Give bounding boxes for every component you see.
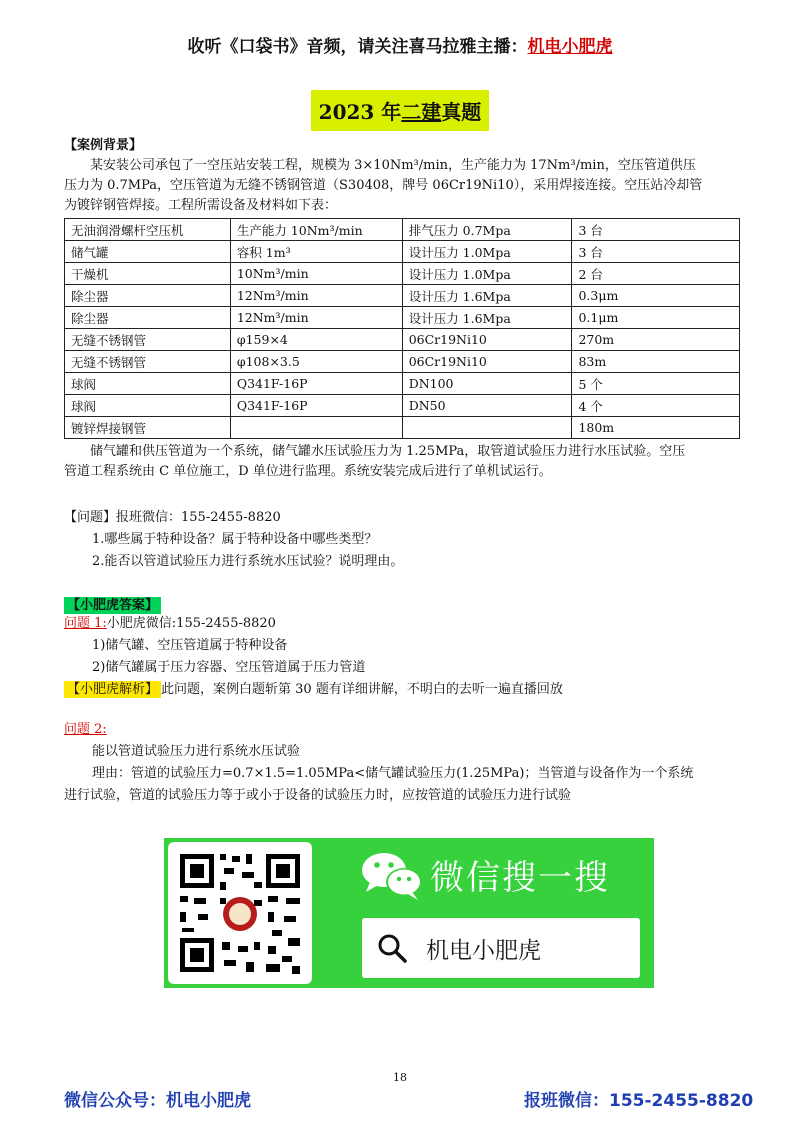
title-part3: 真题 — [441, 100, 482, 124]
title-part1: 2023 年 — [318, 100, 402, 124]
table-cell: 无油润滑螺杆空压机 — [65, 219, 231, 241]
table-cell: 2 台 — [572, 263, 740, 285]
question-1: 1.哪些属于特种设备？属于特种设备中哪些类型？ — [92, 532, 378, 547]
page-header — [0, 32, 800, 57]
wechat-logo-icon — [360, 850, 424, 902]
table-row — [65, 395, 740, 417]
case-label: 【案例背景】 — [64, 138, 143, 153]
after-line-2: 管道工程系统由 C 单位施工，D 单位进行监理。系统安装完成后进行了单机试运行。 — [64, 464, 552, 479]
table-row — [65, 307, 740, 329]
header-highlight[interactable]: 机电小肥虎 — [527, 37, 613, 57]
questions-label: 【问题】报班微信：155-2455-8820 — [64, 510, 281, 525]
analysis-line — [64, 680, 563, 700]
title-wrap — [0, 90, 800, 131]
analysis-text: 此问题，案例白题斩第 30 题有详细讲解，不明白的去听一遍直播回放 — [161, 682, 563, 697]
search-text: 机电小肥虎 — [426, 938, 541, 964]
case-line-2: 压力为 0.7MPa，空压管道为无缝不锈钢管道（S30408，牌号 06Cr19Ni10），采用焊接连接。空压站冷却管 — [64, 178, 703, 193]
table-row — [65, 285, 740, 307]
table-cell: 容积 1m³ — [230, 241, 402, 263]
answer-1-1: 1)储气罐、空压管道属于特种设备 — [92, 638, 288, 653]
after-line-1: 储气罐和供压管道为一个系统，储气罐水压试验压力为 1.25MPa，取管道试验压力进行水压试验。空压 — [90, 444, 686, 459]
table-cell: 180m — [572, 417, 740, 439]
footer-left: 微信公众号：机电小肥虎 — [64, 1091, 251, 1111]
table-cell: 12Nm³/min — [230, 307, 402, 329]
table-cell: 12Nm³/min — [230, 285, 402, 307]
table-cell: 排气压力 0.7Mpa — [402, 219, 572, 241]
table-cell: 设计压力 1.6Mpa — [402, 307, 572, 329]
table-cell: 设计压力 1.0Mpa — [402, 263, 572, 285]
table-cell: Q341F-16P — [230, 395, 402, 417]
answer-2-2: 理由：管道的试验压力=0.7×1.5=1.05MPa<储气罐试验压力(1.25MPa)；当管道与设备作为一个系统 — [92, 766, 694, 781]
case-background — [64, 156, 744, 216]
table-row — [65, 373, 740, 395]
footer-right: 报班微信：155-2455-8820 — [524, 1091, 754, 1111]
table-cell: DN50 — [402, 395, 572, 417]
table-cell: DN100 — [402, 373, 572, 395]
table-cell: 生产能力 10Nm³/min — [230, 219, 402, 241]
table-cell: 4 个 — [572, 395, 740, 417]
table-cell: 设计压力 1.0Mpa — [402, 241, 572, 263]
answer-q2-label-line — [64, 720, 107, 740]
table-cell: 干燥机 — [65, 263, 231, 285]
table-cell: 83m — [572, 351, 740, 373]
table-cell: 06Cr19Ni10 — [402, 351, 572, 373]
table-cell: 镀锌焊接钢管 — [65, 417, 231, 439]
table-row — [65, 219, 740, 241]
table-body — [65, 219, 740, 439]
answer-2-1: 能以管道试验压力进行系统水压试验 — [92, 744, 301, 759]
answer-2-3: 进行试验，管道的试验压力等于或小于设备的试验压力时，应按管道的试验压力进行试验 — [64, 788, 572, 803]
table-cell: 0.3μm — [572, 285, 740, 307]
qr-code-icon — [168, 842, 312, 984]
analysis-tag: 【小肥虎解析】 — [64, 681, 161, 698]
table-cell: 5 个 — [572, 373, 740, 395]
qr-code-box — [168, 842, 312, 984]
table-row — [65, 241, 740, 263]
answer-tag: 【小肥虎答案】 — [64, 597, 161, 614]
equipment-table — [64, 218, 740, 439]
table-cell: 除尘器 — [65, 285, 231, 307]
case-line-1: 某安装公司承包了一空压站安装工程，规模为 3×10Nm³/min，生产能力为 17Nm³/min，空压管道供压 — [90, 158, 696, 173]
table-row — [65, 417, 740, 439]
table-cell: 0.1μm — [572, 307, 740, 329]
page-title — [311, 90, 490, 131]
table-row — [65, 263, 740, 285]
table-cell: φ108×3.5 — [230, 351, 402, 373]
question-2: 2.能否以管道试验压力进行系统水压试验？说明理由。 — [92, 554, 404, 569]
case-line-3: 为镀锌钢管焊接。工程所需设备及材料如下表： — [64, 198, 338, 213]
search-icon — [376, 932, 408, 964]
table-cell: 储气罐 — [65, 241, 231, 263]
table-cell: 设计压力 1.6Mpa — [402, 285, 572, 307]
table-cell — [402, 417, 572, 439]
table-row — [65, 329, 740, 351]
table-cell: 06Cr19Ni10 — [402, 329, 572, 351]
after-table-text — [64, 442, 744, 482]
answer-header — [64, 594, 161, 613]
table-cell: φ159×4 — [230, 329, 402, 351]
table-cell: 270m — [572, 329, 740, 351]
table-cell: 无缝不锈钢管 — [65, 351, 231, 373]
table-cell: 3 台 — [572, 219, 740, 241]
table-cell — [230, 417, 402, 439]
answer-q1-label: 问题 1: — [64, 616, 107, 631]
page-number: 18 — [393, 1071, 407, 1084]
table-cell: 除尘器 — [65, 307, 231, 329]
table-cell: 10Nm³/min — [230, 263, 402, 285]
table-row — [65, 351, 740, 373]
table-cell: Q341F-16P — [230, 373, 402, 395]
table-cell: 球阀 — [65, 373, 231, 395]
answer-q1-line — [64, 614, 276, 634]
answer-q1-contact: 小肥虎微信:155-2455-8820 — [106, 616, 276, 631]
wechat-search-title: 微信搜一搜 — [430, 858, 610, 898]
answer-1-2: 2)储气罐属于压力容器、空压管道属于压力管道 — [92, 660, 366, 675]
table-cell: 无缝不锈钢管 — [65, 329, 231, 351]
title-part2: 二建 — [401, 100, 442, 124]
header-prefix: 收听《口袋书》音频，请关注喜马拉雅主播： — [187, 37, 528, 57]
table-cell: 球阀 — [65, 395, 231, 417]
table-cell: 3 台 — [572, 241, 740, 263]
answer-q2-label: 问题 2: — [64, 722, 107, 737]
